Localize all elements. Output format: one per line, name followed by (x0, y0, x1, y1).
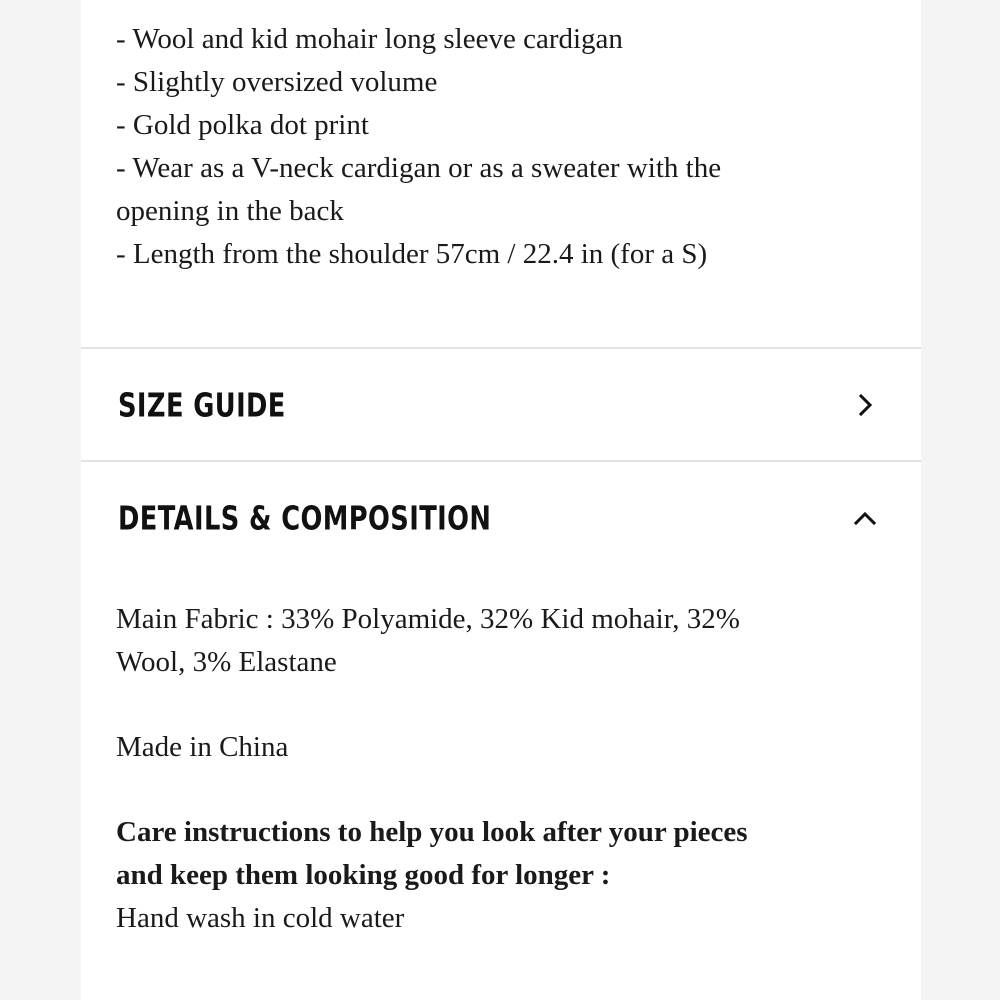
country-of-origin: Made in China (116, 731, 289, 763)
care-text: Hand wash in cold water (116, 902, 405, 934)
description-line: - Wear as a V-neck cardigan or as a sweater with the (116, 152, 722, 184)
fabric-line: Main Fabric : 33% Polyamide, 32% Kid mohair, 32% (116, 603, 740, 635)
product-details-panel (81, 0, 921, 1000)
divider (81, 347, 921, 349)
fabric-line: Wool, 3% Elastane (116, 646, 337, 678)
description-line: - Slightly oversized volume (116, 66, 438, 98)
product-description (116, 18, 886, 276)
care-heading-line: and keep them looking good for longer : (116, 859, 611, 891)
chevron-up-icon (853, 506, 877, 530)
size-guide-title: SIZE GUIDE (118, 385, 286, 425)
description-line: - Wool and kid mohair long sleeve cardigan (116, 23, 623, 55)
details-composition-title: DETAILS & COMPOSITION (118, 498, 492, 538)
description-line: - Length from the shoulder 57cm / 22.4 in (for a S) (116, 238, 708, 270)
divider (81, 460, 921, 462)
description-line: opening in the back (116, 195, 344, 227)
chevron-right-icon (853, 393, 877, 417)
fabric-composition (116, 598, 886, 684)
size-guide-accordion-header[interactable] (81, 350, 921, 460)
care-heading-line: Care instructions to help you look after your pieces (116, 816, 748, 848)
details-composition-accordion-header[interactable] (81, 463, 921, 573)
care-instructions (116, 811, 886, 940)
description-line: - Gold polka dot print (116, 109, 369, 141)
